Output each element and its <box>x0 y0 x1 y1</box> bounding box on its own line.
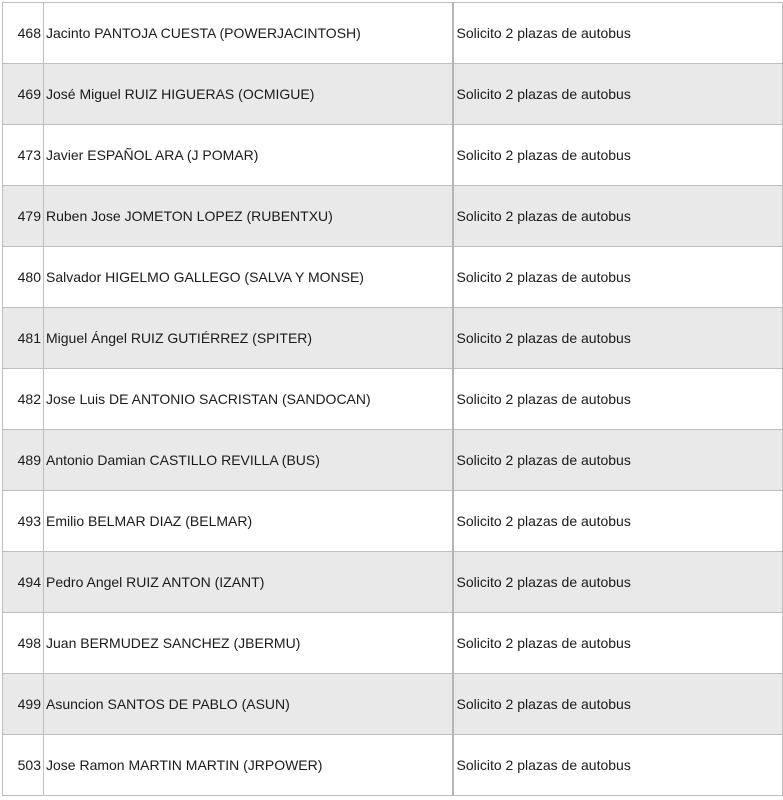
table-row <box>3 735 783 796</box>
table-body <box>3 3 783 796</box>
member-number: 468 <box>3 3 44 64</box>
request-text: Solicito 2 plazas de autobus <box>453 674 783 735</box>
table-row <box>3 64 783 125</box>
bus-requests-table <box>2 2 783 796</box>
member-number: 481 <box>3 308 44 369</box>
request-text: Solicito 2 plazas de autobus <box>453 3 783 64</box>
member-name: Jose Ramon MARTIN MARTIN (JRPOWER) <box>44 735 453 796</box>
table-row <box>3 674 783 735</box>
table-row <box>3 491 783 552</box>
table-row <box>3 125 783 186</box>
request-text: Solicito 2 plazas de autobus <box>453 552 783 613</box>
member-number: 479 <box>3 186 44 247</box>
member-name: Antonio Damian CASTILLO REVILLA (BUS) <box>44 430 453 491</box>
request-text: Solicito 2 plazas de autobus <box>453 369 783 430</box>
member-number: 499 <box>3 674 44 735</box>
member-name: Juan BERMUDEZ SANCHEZ (JBERMU) <box>44 613 453 674</box>
table-row <box>3 552 783 613</box>
member-name: Miguel Ángel RUIZ GUTIÉRREZ (SPITER) <box>44 308 453 369</box>
member-name: Javier ESPAÑOL ARA (J POMAR) <box>44 125 453 186</box>
member-name: Salvador HIGELMO GALLEGO (SALVA Y MONSE) <box>44 247 453 308</box>
table-row <box>3 369 783 430</box>
request-text: Solicito 2 plazas de autobus <box>453 64 783 125</box>
member-number: 480 <box>3 247 44 308</box>
member-number: 493 <box>3 491 44 552</box>
member-number: 482 <box>3 369 44 430</box>
table-row <box>3 430 783 491</box>
member-number: 503 <box>3 735 44 796</box>
request-text: Solicito 2 plazas de autobus <box>453 125 783 186</box>
table-row <box>3 613 783 674</box>
member-number: 469 <box>3 64 44 125</box>
table-row <box>3 3 783 64</box>
request-text: Solicito 2 plazas de autobus <box>453 308 783 369</box>
member-number: 489 <box>3 430 44 491</box>
request-text: Solicito 2 plazas de autobus <box>453 613 783 674</box>
member-number: 473 <box>3 125 44 186</box>
member-name: Jose Luis DE ANTONIO SACRISTAN (SANDOCAN) <box>44 369 453 430</box>
member-number: 498 <box>3 613 44 674</box>
request-text: Solicito 2 plazas de autobus <box>453 247 783 308</box>
member-number: 494 <box>3 552 44 613</box>
table-row <box>3 308 783 369</box>
member-name: Pedro Angel RUIZ ANTON (IZANT) <box>44 552 453 613</box>
request-text: Solicito 2 plazas de autobus <box>453 735 783 796</box>
member-name: Asuncion SANTOS DE PABLO (ASUN) <box>44 674 453 735</box>
member-name: Ruben Jose JOMETON LOPEZ (RUBENTXU) <box>44 186 453 247</box>
member-name: Emilio BELMAR DIAZ (BELMAR) <box>44 491 453 552</box>
table-row <box>3 247 783 308</box>
request-text: Solicito 2 plazas de autobus <box>453 430 783 491</box>
table-row <box>3 186 783 247</box>
request-text: Solicito 2 plazas de autobus <box>453 491 783 552</box>
request-text: Solicito 2 plazas de autobus <box>453 186 783 247</box>
member-name: José Miguel RUIZ HIGUERAS (OCMIGUE) <box>44 64 453 125</box>
member-name: Jacinto PANTOJA CUESTA (POWERJACINTOSH) <box>44 3 453 64</box>
